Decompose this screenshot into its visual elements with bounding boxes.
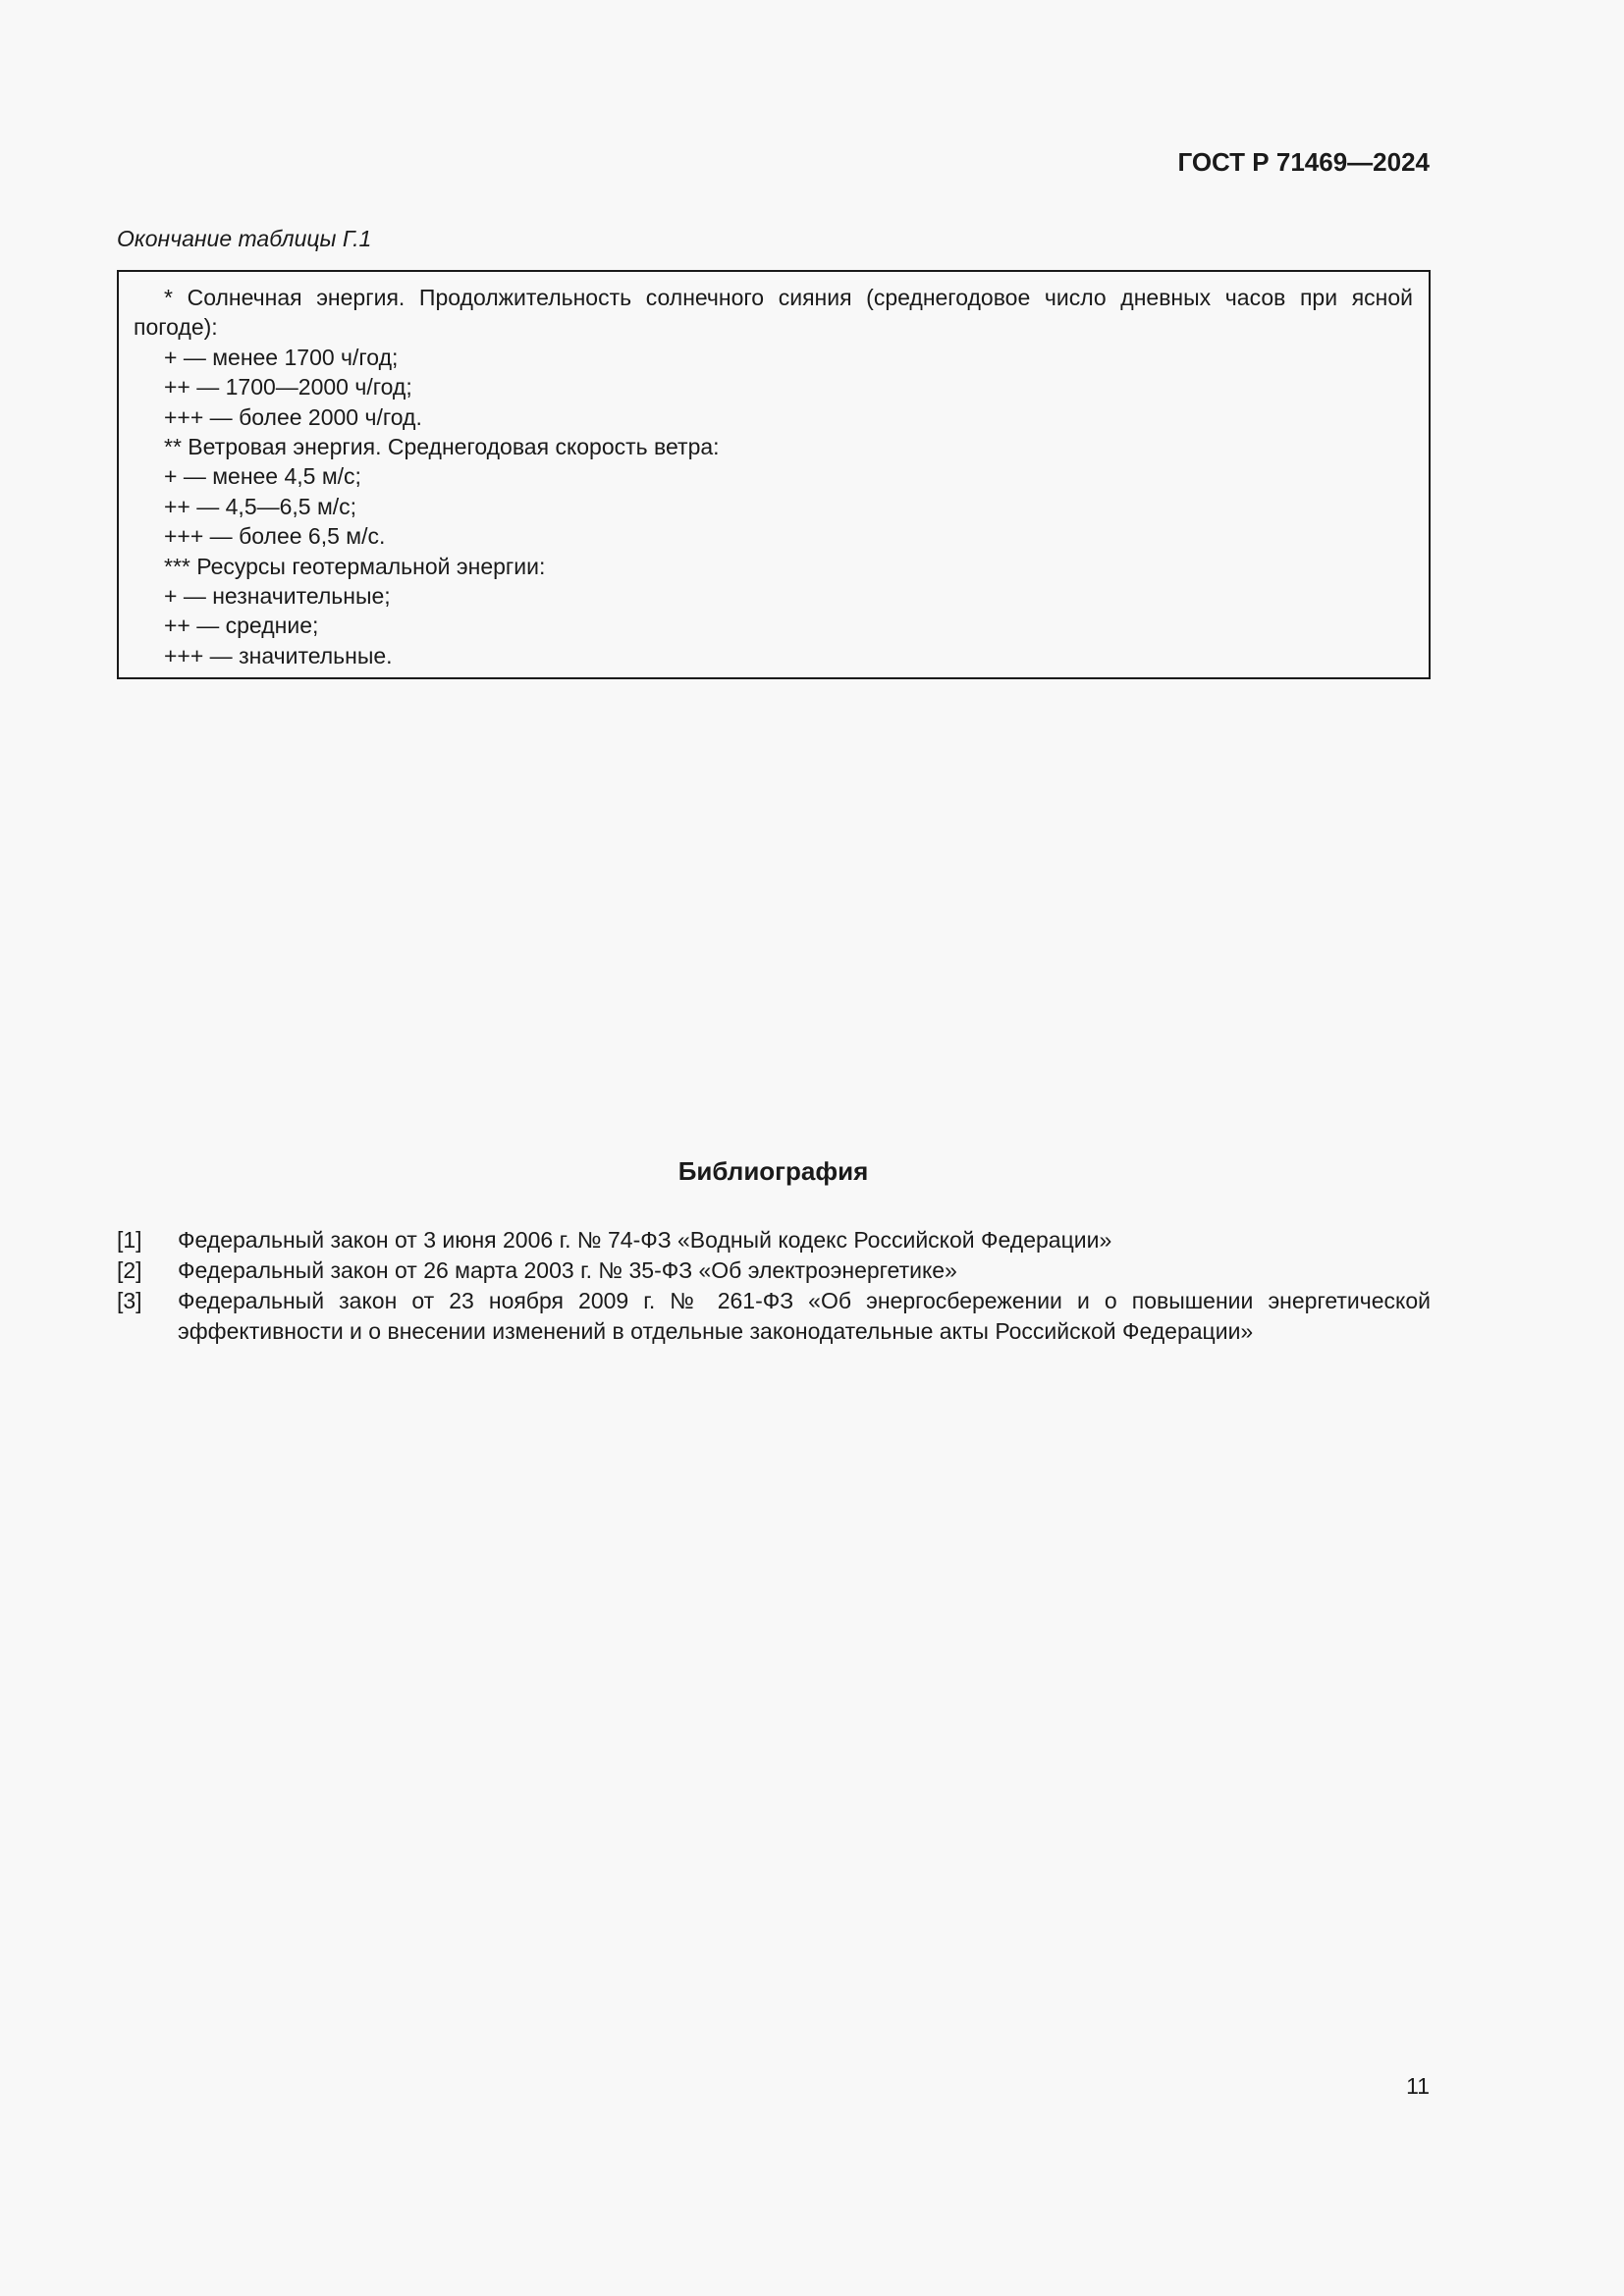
note-geothermal-mid: ++ — средние;: [164, 613, 319, 639]
note-solar-high: +++ — более 2000 ч/год.: [164, 403, 422, 430]
note-solar-heading: * Солнечная энергия. Продолжительность солнечного сияния (среднегодовое число дневных часов при ясной погоде):: [134, 285, 1413, 341]
document-code: ГОСТ Р 71469—2024: [1177, 147, 1430, 177]
bibliography-entry: [117, 1286, 1431, 1347]
bibliography-entry-text: Федеральный закон от 23 ноября 2009 г. № 261-ФЗ «Об энергосбережении и о повышении энергетической эффективности и о внесении изменений в отдельные законодательные акты Российской Федерации»: [178, 1288, 1431, 1344]
note-geothermal-heading: *** Ресурсы геотермальной энергии:: [164, 553, 546, 579]
note-geothermal-high: +++ — значительные.: [164, 642, 393, 668]
bibliography-list: [117, 1225, 1431, 1347]
bibliography-entry: [117, 1225, 1431, 1255]
note-solar-mid: ++ — 1700—2000 ч/год;: [164, 374, 412, 400]
bibliography-entry: [117, 1255, 1431, 1286]
bibliography-entry-text: Федеральный закон от 3 июня 2006 г. № 74-ФЗ «Водный кодекс Российской Федерации»: [178, 1227, 1112, 1253]
note-geothermal-low: + — незначительные;: [164, 583, 391, 610]
bibliography-entry-text: Федеральный закон от 26 марта 2003 г. № 35-ФЗ «Об электроэнергетике»: [178, 1257, 957, 1283]
table-notes: [117, 270, 1431, 679]
note-wind-high: +++ — более 6,5 м/с.: [164, 523, 386, 550]
bibliography-entry-number: [1]: [117, 1227, 142, 1253]
note-wind-heading: ** Ветровая энергия. Среднегодовая скорость ветра:: [164, 434, 720, 460]
bibliography-entry-number: [3]: [117, 1288, 142, 1313]
note-solar-low: + — менее 1700 ч/год;: [164, 344, 399, 370]
note-wind-low: + — менее 4,5 м/с;: [164, 463, 361, 490]
bibliography-entry-number: [2]: [117, 1257, 142, 1283]
table-caption: Окончание таблицы Г.1: [117, 226, 372, 251]
note-wind-mid: ++ — 4,5—6,5 м/с;: [164, 493, 357, 519]
page-number: 11: [1406, 2073, 1430, 2099]
bibliography-title: Библиография: [677, 1156, 869, 1186]
